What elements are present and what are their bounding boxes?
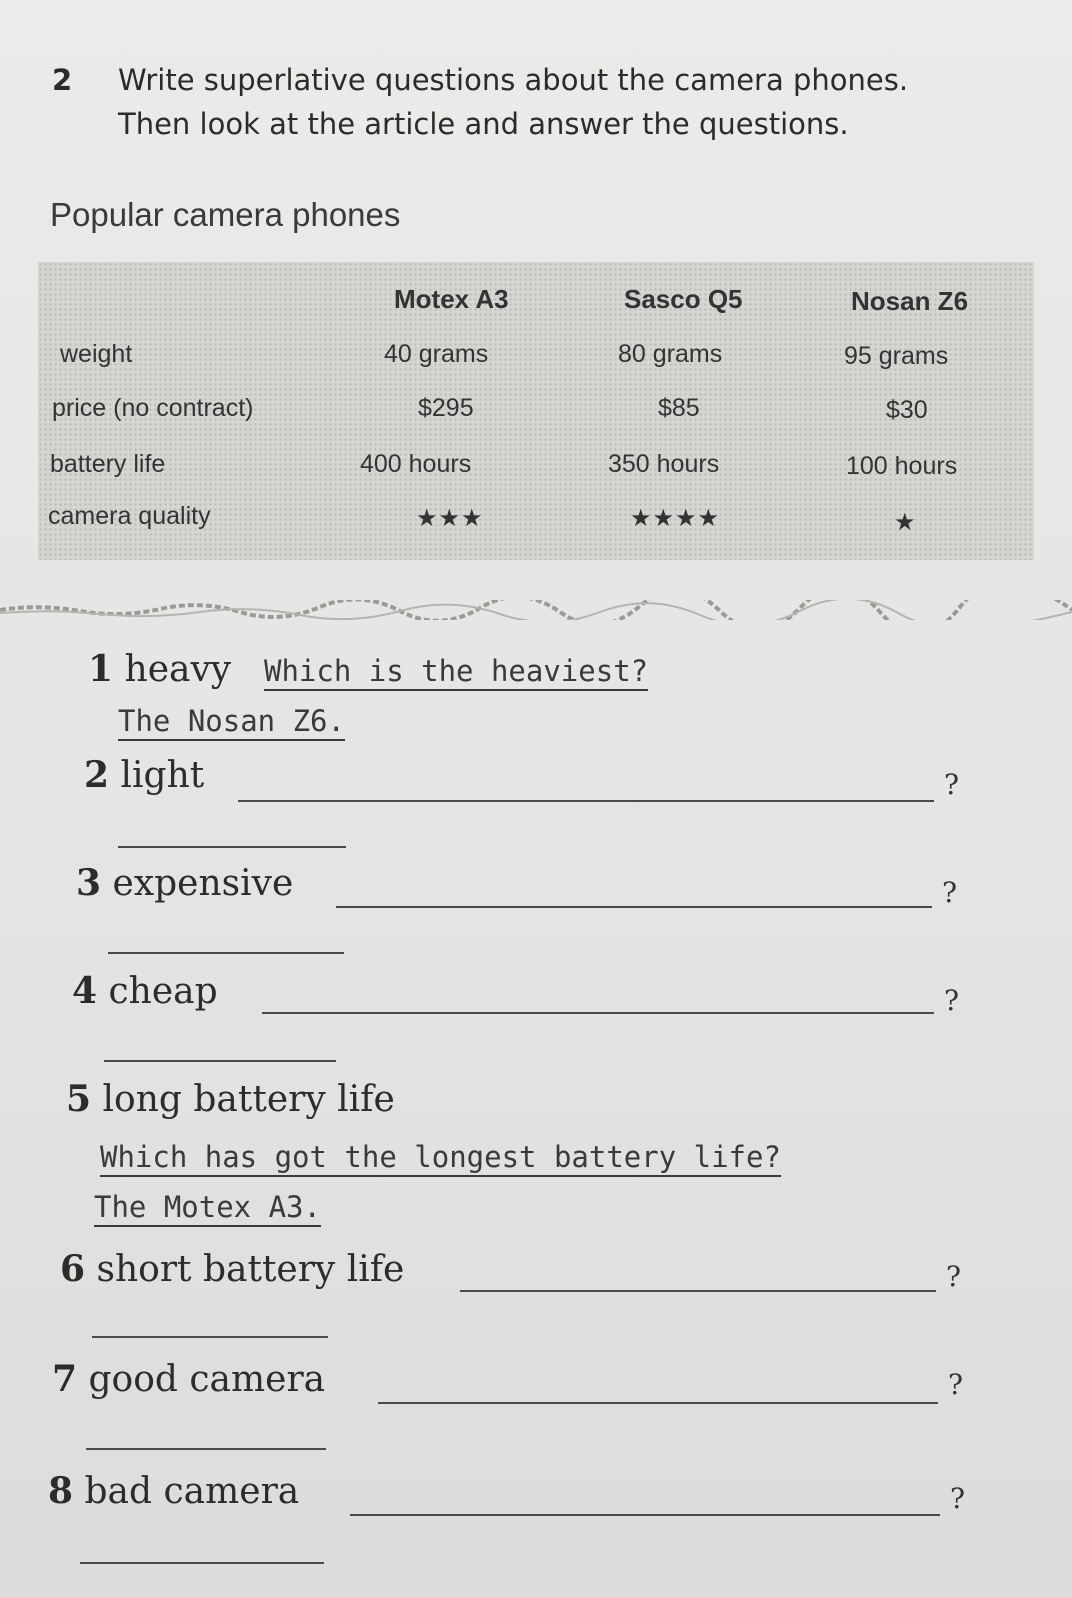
column-header-nosan: Nosan Z6 — [851, 286, 969, 316]
exercise-4-answer-blank[interactable] — [104, 1060, 336, 1062]
question-mark: ? — [944, 984, 960, 1017]
exercise-2-answer-blank[interactable] — [118, 846, 346, 848]
exercise-number: 2 — [52, 63, 73, 97]
instruction-line-2: Then look at the article and answer the questions. — [118, 107, 849, 141]
exercise-5-answer: The Motex A3. — [94, 1190, 321, 1227]
exercise-1-prompt: 1 heavy — [88, 648, 232, 690]
row-label-camera: camera quality — [48, 502, 211, 530]
torn-edge-divider — [0, 600, 1072, 620]
cell-price-nosan: $30 — [886, 396, 928, 424]
exercise-3-question-blank[interactable] — [336, 906, 932, 908]
question-mark: ? — [948, 1368, 964, 1401]
column-header-motex: Motex A3 — [394, 284, 509, 314]
comparison-table — [38, 262, 1034, 560]
question-mark: ? — [944, 768, 960, 801]
exercise-7-question-blank[interactable] — [378, 1402, 938, 1404]
exercise-7-answer-blank[interactable] — [86, 1448, 326, 1450]
exercise-4-prompt: 4 cheap — [72, 970, 218, 1012]
cell-weight-sasco: 80 grams — [618, 340, 723, 368]
question-mark: ? — [950, 1482, 966, 1515]
exercise-3-answer-blank[interactable] — [108, 952, 344, 954]
exercise-5-question: Which has got the longest battery life? — [100, 1140, 781, 1177]
exercise-2-prompt: 2 light — [84, 754, 205, 796]
exercise-6-prompt: 6 short battery life — [60, 1248, 405, 1290]
exercise-4-question-blank[interactable] — [262, 1012, 934, 1014]
cell-battery-nosan: 100 hours — [846, 452, 958, 480]
exercise-3-prompt: 3 expensive — [76, 862, 294, 904]
row-label-battery: battery life — [50, 450, 166, 478]
instructions — [52, 58, 908, 146]
exercise-8-question-blank[interactable] — [350, 1514, 940, 1516]
cell-price-motex: $295 — [418, 394, 474, 422]
cell-battery-sasco: 350 hours — [608, 450, 720, 478]
exercise-1-answer: The Nosan Z6. — [118, 704, 345, 741]
exercise-8-answer-blank[interactable] — [80, 1562, 324, 1564]
cell-weight-motex: 40 grams — [384, 340, 489, 368]
cell-price-sasco: $85 — [658, 394, 700, 422]
question-mark: ? — [942, 876, 958, 909]
instruction-line-1: Write superlative questions about the camera phones. — [118, 63, 909, 97]
exercise-8-prompt: 8 bad camera — [48, 1470, 300, 1512]
exercise-5-prompt: 5 long battery life — [66, 1078, 395, 1120]
column-header-sasco: Sasco Q5 — [624, 284, 743, 314]
exercise-1-question: Which is the heaviest? — [264, 654, 648, 691]
exercise-7-prompt: 7 good camera — [52, 1358, 326, 1400]
star-rating-motex: ★★★ — [416, 505, 484, 532]
exercise-2-question-blank[interactable] — [238, 800, 934, 802]
row-label-weight: weight — [60, 340, 133, 368]
row-label-price: price (no contract) — [52, 394, 254, 422]
cell-battery-motex: 400 hours — [360, 450, 472, 478]
article-title: Popular camera phones — [50, 196, 401, 233]
star-rating-sasco: ★★★★ — [630, 505, 721, 532]
star-rating-nosan: ★ — [894, 509, 917, 536]
exercise-6-answer-blank[interactable] — [92, 1336, 328, 1338]
cell-weight-nosan: 95 grams — [844, 342, 949, 370]
exercise-6-question-blank[interactable] — [460, 1290, 936, 1292]
question-mark: ? — [946, 1260, 962, 1293]
